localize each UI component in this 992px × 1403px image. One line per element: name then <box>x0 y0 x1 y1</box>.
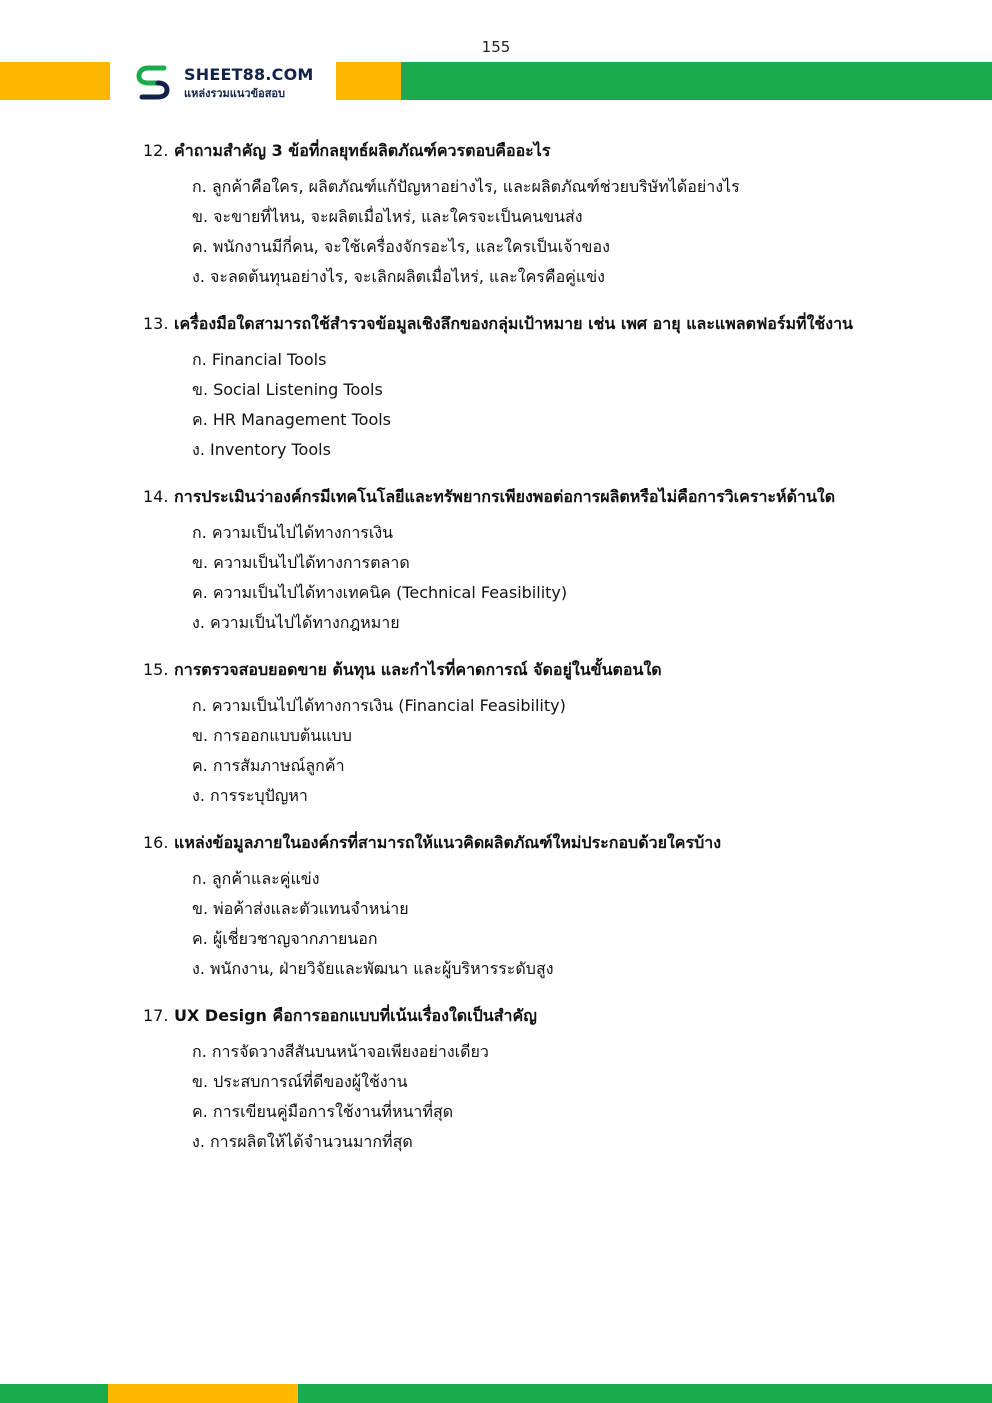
footer-band-yellow <box>108 1384 298 1403</box>
option-c: ค. การสัมภาษณ์ลูกค้า <box>192 756 345 775</box>
question-text <box>143 659 943 681</box>
question-body: แหล่งข้อมูลภายในองค์กรที่สามารถให้แนวคิดผลิตภัณฑ์ใหม่ประกอบด้วยใครบ้าง <box>174 833 722 852</box>
question-body: UX Design คือการออกแบบที่เน้นเรื่องใดเป็นสำคัญ <box>174 1006 537 1025</box>
brand-s-mark-icon <box>134 62 174 100</box>
option-d: ง. Inventory Tools <box>192 440 331 459</box>
option-b: ข. Social Listening Tools <box>192 380 383 399</box>
option-b: ข. ประสบการณ์ที่ดีของผู้ใช้งาน <box>192 1072 408 1091</box>
option-c: ค. ผู้เชี่ยวชาญจากภายนอก <box>192 929 378 948</box>
option-d: ง. การผลิตให้ได้จำนวนมากที่สุด <box>192 1132 413 1151</box>
question-text <box>143 832 943 854</box>
question-number: 13. <box>143 314 169 333</box>
question-16 <box>143 832 943 984</box>
question-17 <box>143 1005 943 1157</box>
brand-name: SHEET88.COM <box>184 65 314 84</box>
option-b: ข. การออกแบบต้นแบบ <box>192 726 352 745</box>
option-a: ก. ลูกค้าและคู่แข่ง <box>192 869 320 888</box>
question-13 <box>143 313 943 465</box>
option-b: ข. พ่อค้าส่งและตัวแทนจำหน่าย <box>192 899 409 918</box>
header-band-yellow-left <box>0 62 110 100</box>
page-number: 155 <box>481 38 511 56</box>
option-c: ค. ความเป็นไปได้ทางเทคนิค (Technical Feasibility) <box>192 583 568 602</box>
option-b: ข. จะขายที่ไหน, จะผลิตเมื่อไหร่, และใครจะเป็นคนขนส่ง <box>192 207 583 226</box>
question-body: การตรวจสอบยอดขาย ต้นทุน และกำไรที่คาดการณ์ จัดอยู่ในขั้นตอนใด <box>174 660 662 679</box>
header-band-green <box>401 62 992 100</box>
option-a: ก. การจัดวางสีสันบนหน้าจอเพียงอย่างเดียว <box>192 1042 489 1061</box>
question-number: 16. <box>143 833 169 852</box>
header-band-yellow-mid <box>336 62 401 100</box>
footer-band <box>0 1384 992 1403</box>
option-a: ก. Financial Tools <box>192 350 327 369</box>
option-d: ง. พนักงาน, ฝ่ายวิจัยและพัฒนา และผู้บริหารระดับสูง <box>192 959 554 978</box>
footer-band-green-right <box>298 1384 992 1403</box>
question-14 <box>143 486 943 638</box>
question-number: 12. <box>143 141 169 160</box>
footer-band-green-left <box>0 1384 108 1403</box>
brand-logo <box>134 62 334 100</box>
option-c: ค. พนักงานมีกี่คน, จะใช้เครื่องจักรอะไร, และใครเป็นเจ้าของ <box>192 237 610 256</box>
question-list <box>143 140 943 1178</box>
question-text <box>143 1005 943 1027</box>
option-b: ข. ความเป็นไปได้ทางการตลาด <box>192 553 410 572</box>
option-d: ง. ความเป็นไปได้ทางกฎหมาย <box>192 613 400 632</box>
option-a: ก. ความเป็นไปได้ทางการเงิน <box>192 523 394 542</box>
question-number: 14. <box>143 487 169 506</box>
option-a: ก. ลูกค้าคือใคร, ผลิตภัณฑ์แก้ปัญหาอย่างไร, และผลิตภัณฑ์ช่วยบริษัทได้อย่างไร <box>192 177 740 196</box>
question-number: 15. <box>143 660 169 679</box>
question-12 <box>143 140 943 292</box>
question-15 <box>143 659 943 811</box>
question-number: 17. <box>143 1006 169 1025</box>
question-body: คำถามสำคัญ 3 ข้อที่กลยุทธ์ผลิตภัณฑ์ควรตอบคืออะไร <box>174 141 551 160</box>
question-text <box>143 313 943 335</box>
option-d: ง. การระบุปัญหา <box>192 786 308 805</box>
question-body: การประเมินว่าองค์กรมีเทคโนโลยีและทรัพยากรเพียงพอต่อการผลิตหรือไม่คือการวิเคราะห์ด้านใด <box>174 487 836 506</box>
option-c: ค. การเขียนคู่มือการใช้งานที่หนาที่สุด <box>192 1102 454 1121</box>
question-body: เครื่องมือใดสามารถใช้สำรวจข้อมูลเชิงลึกของกลุ่มเป้าหมาย เช่น เพศ อายุ และแพลตฟอร์มที่ใช้งาน <box>174 314 853 333</box>
brand-tagline: แหล่งรวมแนวข้อสอบ <box>184 87 286 100</box>
option-c: ค. HR Management Tools <box>192 410 392 429</box>
option-a: ก. ความเป็นไปได้ทางการเงิน (Financial Feasibility) <box>192 696 566 715</box>
question-text <box>143 486 943 508</box>
option-d: ง. จะลดต้นทุนอย่างไร, จะเลิกผลิตเมื่อไหร่, และใครคือคู่แข่ง <box>192 267 605 286</box>
question-text <box>143 140 943 162</box>
